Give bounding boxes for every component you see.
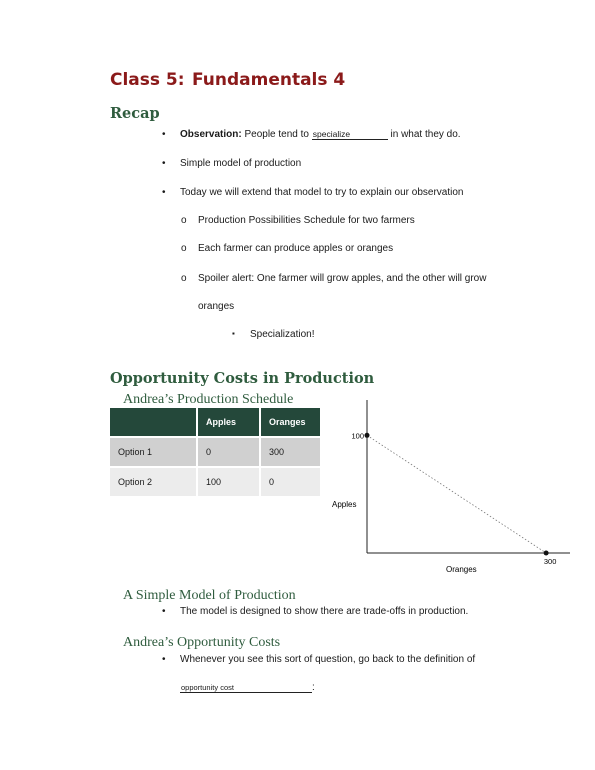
x-tick-label: 300 [543,557,557,566]
table-row [110,466,320,496]
table-cell: 300 [259,436,320,466]
table-cell: Option 2 [110,466,196,496]
recap-sub-3-line2: oranges [198,301,235,312]
blank-suffix: : [312,682,315,693]
table-cell: 0 [259,466,320,496]
sub-bullet-glyph: o [181,243,187,254]
sub-bullet-glyph: o [181,273,187,284]
sub-bullet-glyph: o [181,215,187,226]
opportunity-cost-blank-line [180,682,315,693]
y-axis-label: Apples [332,500,357,509]
recap-sub-3-line1: Spoiler alert: One farmer will grow apples, and the other will grow [198,273,487,284]
observation-label: Observation: [180,129,242,140]
ppf-line [367,435,546,553]
table-header-cell: Apples [196,408,259,436]
observation-line [180,129,461,140]
recap-subsub-1: Specialization! [250,329,315,340]
table-cell: 100 [196,466,259,496]
recap-sub-2: Each farmer can produce apples or oranges [198,243,394,254]
topic-title: Fundamentals 4 [192,70,346,90]
opportunity-heading: Opportunity Costs in Production [110,370,375,387]
x-axis-label: Oranges [446,565,477,574]
bullet-glyph: • [162,129,166,140]
data-point [365,433,370,438]
table-cell: Option 1 [110,436,196,466]
page-title [110,70,346,90]
observation-text-before: People tend to [241,129,312,140]
data-point [544,551,549,556]
y-tick-label: 100 [351,431,364,441]
simple-model-heading: A Simple Model of Production [123,588,296,603]
table-header-row [110,408,320,436]
table-row [110,436,320,466]
recap-sub-1: Production Possibilities Schedule for two farmers [198,215,415,226]
bullet-glyph: • [162,606,166,617]
bullet-glyph: • [162,158,166,169]
square-bullet-glyph: ▪ [232,329,235,338]
table-header-cell [110,408,196,436]
andrea-costs-bullet-1: Whenever you see this sort of question, go back to the definition of [180,654,476,665]
production-schedule-table [110,408,320,496]
bullet-glyph: • [162,654,166,665]
observation-blank: specialize [312,129,388,140]
opportunity-cost-blank: opportunity cost [180,683,312,693]
bullet-glyph: • [162,187,166,198]
recap-heading: Recap [110,105,160,122]
recap-bullet-3: Today we will extend that model to try to explain our observation [180,187,464,198]
andrea-costs-heading: Andrea’s Opportunity Costs [123,635,281,650]
class-label: Class 5: [110,70,185,90]
recap-bullet-2: Simple model of production [180,158,302,169]
schedule-heading: Andrea’s Production Schedule [123,392,294,407]
observation-text-after: in what they do. [387,129,461,140]
ppf-chart [325,395,575,580]
table-header-cell: Oranges [259,408,320,436]
simple-model-bullet-1: The model is designed to show there are trade-offs in production. [180,606,469,617]
table-cell: 0 [196,436,259,466]
